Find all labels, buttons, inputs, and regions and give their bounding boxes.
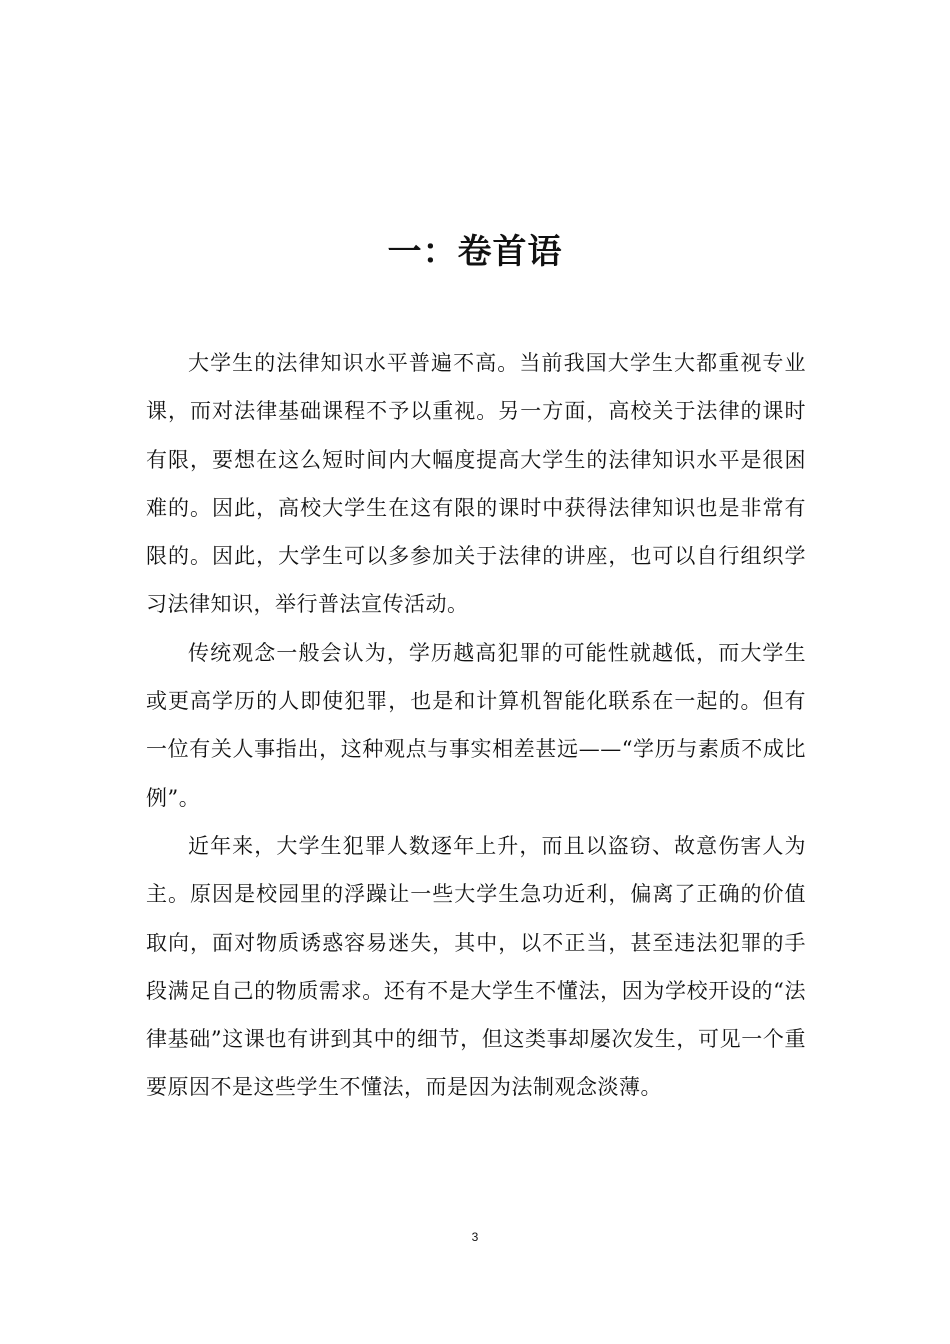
paragraph-3: 近年来，大学生犯罪人数逐年上升，而且以盗窃、故意伤害人为主。原因是校园里的浮躁让一些大学生急功近利，偏离了正确的价值取向，面对物质诱惑容易迷失，其中，以不正当，甚至违法犯罪的手段满足自己的物质需求。还有不是大学生不懂法，因为学校开设的“法律基础”这课也有讲到其中的细节，但这类事却屡次发生，可见一个重要原因不是这些学生不懂法，而是因为法制观念淡薄。 [146, 833, 806, 1100]
paragraph-1: 大学生的法律知识水平普遍不高。当前我国大学生大都重视专业课，而对法律基础课程不予以重视。另一方面，高校关于法律的课时有限，要想在这么短时间内大幅度提高大学生的法律知识水平是很困难的。因此，高校大学生在这有限的课时中获得法律知识也是非常有限的。因此，大学生可以多参加关于法律的讲座，也可以自行组织学习法律知识，举行普法宣传活动。 [146, 351, 806, 617]
paragraph-2: 传统观念一般会认为，学历越高犯罪的可能性就越低，而大学生或更高学历的人即使犯罪，也是和计算机智能化联系在一起的。但有一位有关人事指出，这种观点与事实相差甚远——“学历与素质不成比例”。 [146, 640, 806, 810]
page-title: 一：卷首语 [387, 231, 563, 272]
body-text [146, 339, 806, 1112]
page-number: 3 [471, 1230, 479, 1244]
